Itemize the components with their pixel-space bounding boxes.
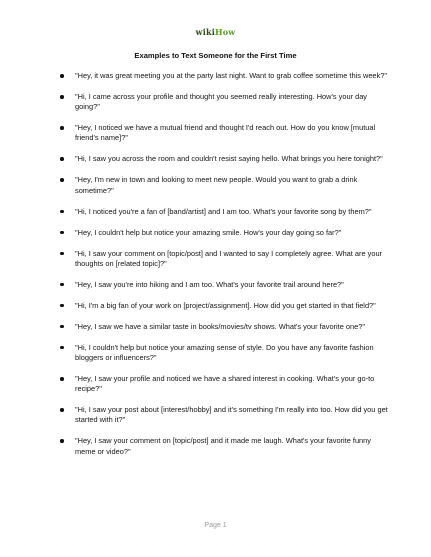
list-item	[58, 92, 393, 112]
bullet-icon	[60, 126, 64, 130]
list-item	[58, 249, 393, 269]
bullet-icon	[60, 408, 64, 412]
list-item-text: "Hi, I saw your post about [interest/hobby] and it's something I'm really into too. How did you get started with it?"	[75, 405, 388, 425]
bullet-icon	[60, 346, 64, 350]
list-item-text: "Hi, I saw your comment on [topic/post] and I wanted to say I completely agree. What are your thoughts on [related topic]?"	[75, 248, 383, 268]
bullet-icon	[60, 178, 64, 182]
list-item	[58, 436, 393, 456]
bullet-icon	[60, 231, 64, 235]
list-item-text: "Hi, I couldn't help but notice your amazing sense of style. Do you have any favorite fashion bloggers or influencers?"	[75, 342, 374, 363]
page-title: Examples to Text Someone for the First Time	[134, 51, 297, 60]
list-item-text: "Hi, I saw you across the room and couldn't resist saying hello. What brings you here tonight?"	[75, 154, 383, 164]
bullet-icon	[60, 377, 64, 381]
list-item-text: "Hey, it was great meeting you at the party last night. Want to grab coffee sometime this week?"	[75, 71, 387, 80]
list-item	[58, 374, 393, 394]
bullet-icon	[60, 283, 64, 287]
list-item-text: "Hey, I saw your profile and noticed we have a shared interest in cooking. What's your go-to recipe?"	[75, 374, 375, 394]
list-item	[58, 228, 393, 238]
page-number: Page 1	[204, 522, 227, 529]
list-item	[58, 280, 393, 290]
list-item	[58, 71, 393, 81]
list-item	[58, 301, 393, 311]
wikihow-logo: wikiHow	[195, 27, 236, 37]
list-item	[58, 207, 393, 217]
list-item-text: "Hi, I came across your profile and thought you seemed really interesting. How's your day going?"	[75, 92, 367, 112]
list-item-text: "Hey, I saw you're into hiking and I am too. What's your favorite trail around here?"	[75, 279, 344, 289]
list-item	[58, 123, 393, 143]
list-item	[58, 154, 393, 164]
list-item	[58, 343, 393, 363]
list-item-text: "Hey, I couldn't help but notice your amazing smile. How's your day going so far?"	[75, 227, 342, 237]
list-item-text: "Hi, I'm a big fan of your work on [project/assignment]. How did you get started in that field?"	[75, 300, 376, 310]
bullet-icon	[60, 210, 64, 214]
list-item-text: "Hi, I noticed you're a fan of [band/artist] and I am too. What's your favorite song by them?"	[75, 206, 372, 216]
example-list	[58, 71, 393, 468]
list-item-text: "Hey, I'm new in town and looking to meet new people. Would you want to grab a drink sometime?"	[75, 175, 358, 195]
bullet-icon	[60, 252, 64, 256]
bullet-icon	[60, 157, 64, 161]
bullet-icon	[60, 439, 64, 443]
list-item-text: "Hey, I saw we have a similar taste in books/movies/tv shows. What's your favorite one?"	[75, 321, 365, 331]
bullet-icon	[60, 74, 64, 78]
list-item	[58, 405, 393, 425]
list-item-text: "Hey, I noticed we have a mutual friend and thought I'd reach out. How do you know [mutual friend's name]?"	[75, 123, 376, 143]
bullet-icon	[60, 325, 64, 329]
bullet-icon	[60, 304, 64, 308]
bullet-icon	[60, 95, 64, 99]
list-item	[58, 322, 393, 332]
list-item-text: "Hey, I saw your comment on [topic/post] and it made me laugh. What's your favorite funny meme or video?"	[75, 436, 371, 456]
list-item	[58, 175, 393, 195]
